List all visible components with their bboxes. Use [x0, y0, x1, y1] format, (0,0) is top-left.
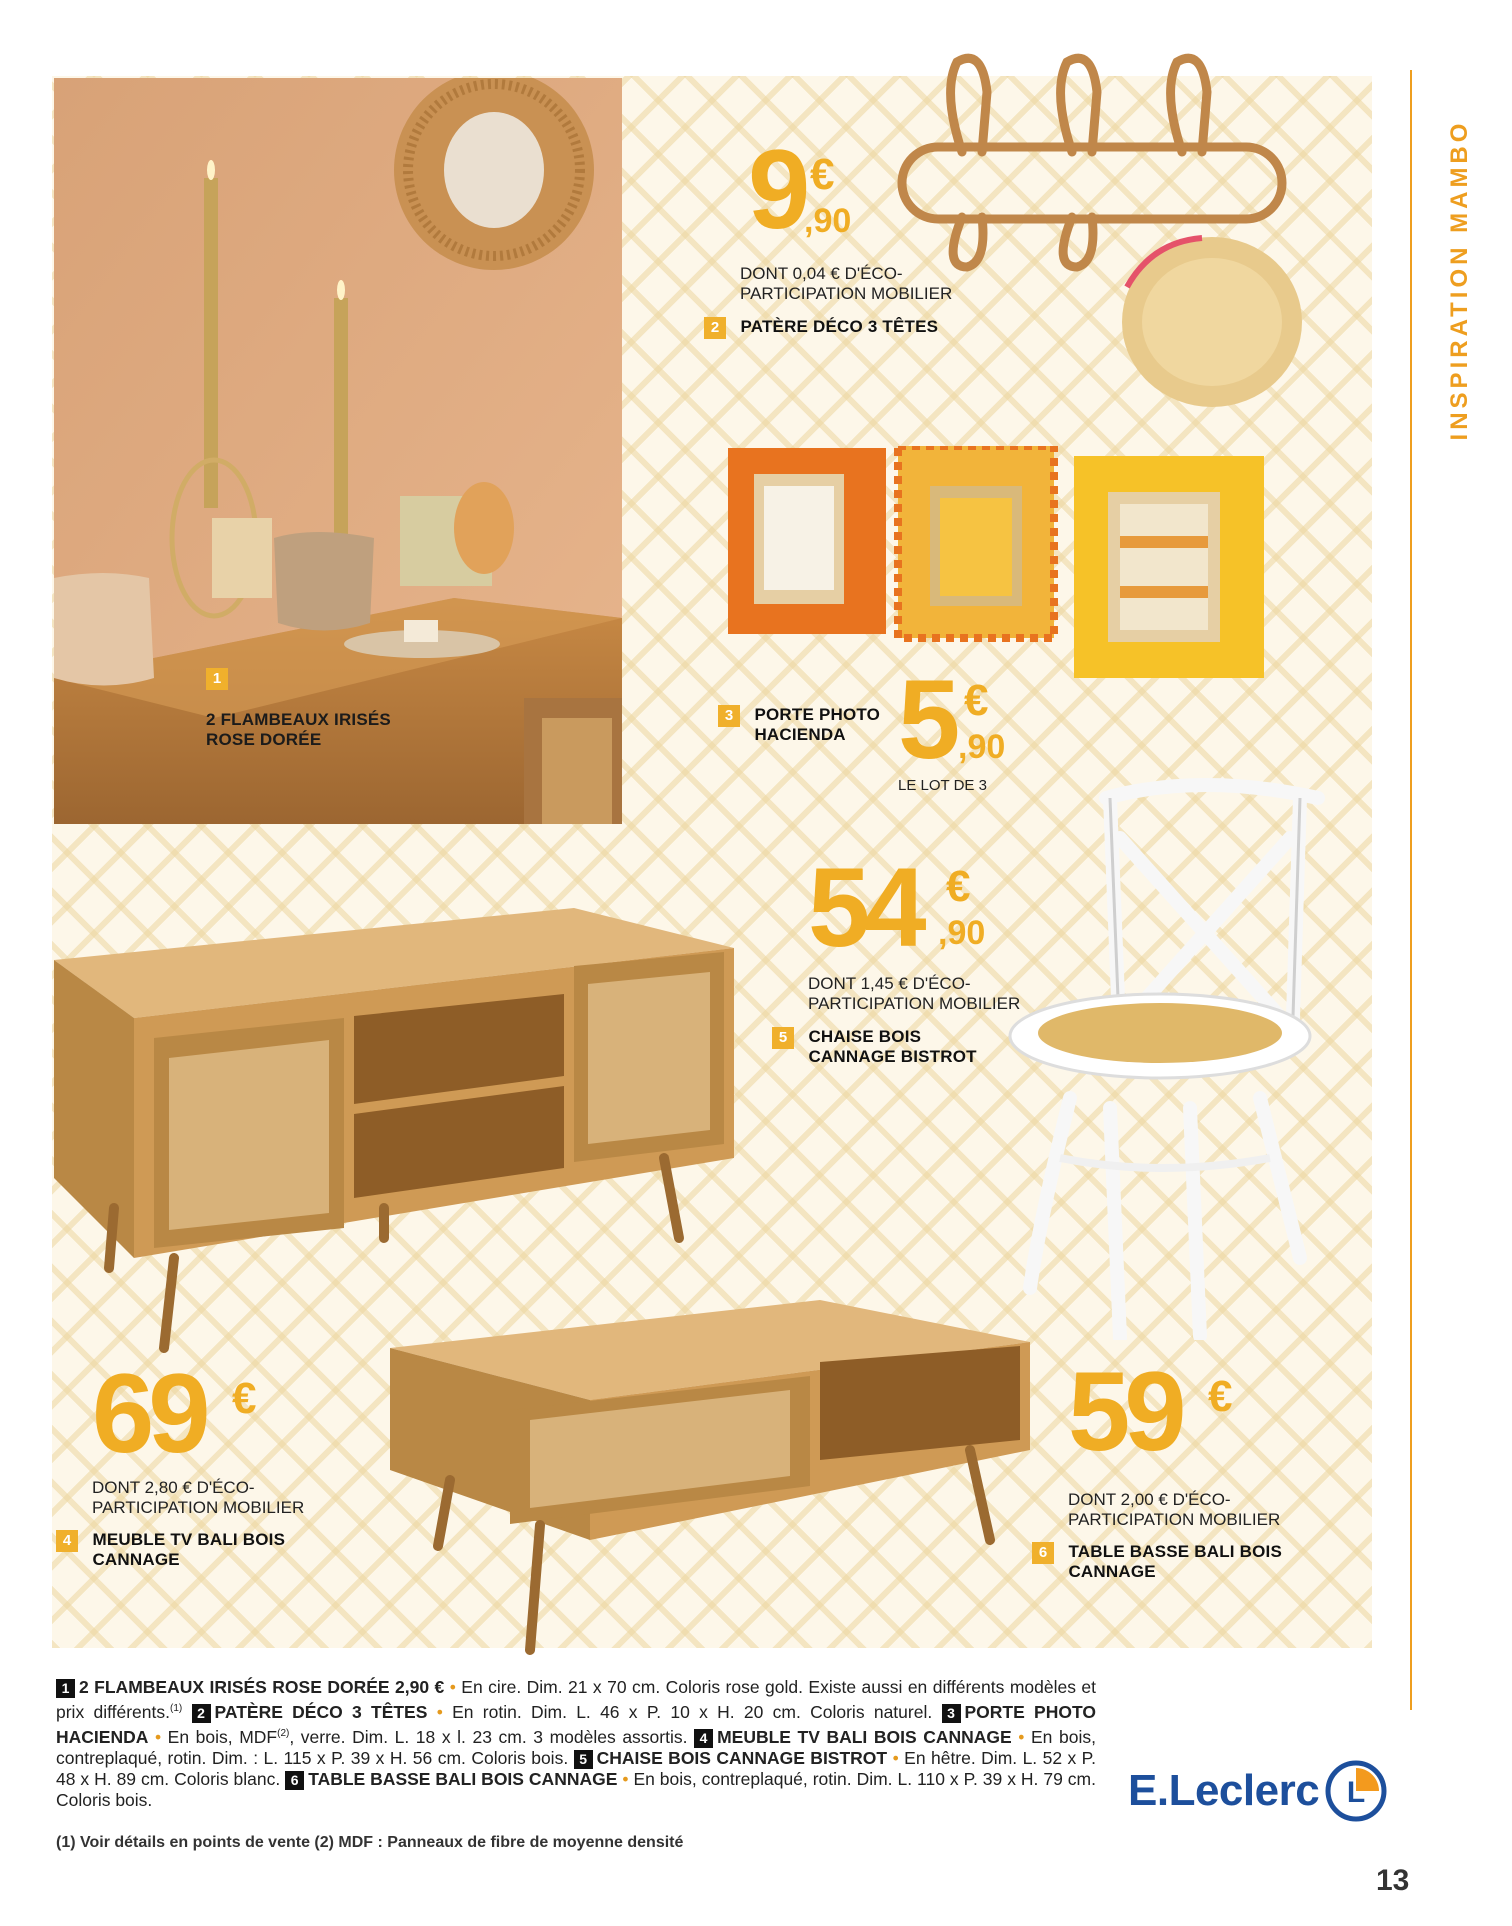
product-number-badge: 5 [772, 1027, 794, 1049]
product-name-line: CANNAGE BISTROT [808, 1047, 977, 1066]
price-cents: ,90 [804, 202, 852, 240]
product-number-badge: 3 [718, 705, 740, 727]
desc-text: En bois, MDF [167, 1726, 278, 1747]
footnote: (1) Voir détails en points de vente (2) MDF : Panneaux de fibre de moyenne densité [56, 1834, 684, 1851]
price-integer: 54 [808, 845, 921, 970]
price-cents: ,90 [938, 914, 986, 952]
price-integer: 5 [898, 657, 955, 782]
eco-line: DONT 1,45 € D'ÉCO- [808, 974, 971, 993]
price-cents: ,90 [958, 728, 1006, 766]
page-number: 13 [1376, 1864, 1410, 1897]
product-name: PATÈRE DÉCO 3 TÊTES [740, 317, 939, 336]
price-currency: € [946, 862, 971, 911]
eco-line: PARTICIPATION MOBILIER [740, 284, 953, 303]
eco-participation [1068, 1490, 1280, 1530]
desc-number-badge: 4 [694, 1729, 713, 1748]
desc-number-badge: 6 [285, 1771, 304, 1790]
desc-sup: (2) [277, 1727, 290, 1739]
product-name-line: PORTE PHOTO [754, 705, 881, 724]
price-product-6 [1068, 1349, 1268, 1474]
eco-line: PARTICIPATION MOBILIER [1068, 1510, 1281, 1529]
desc-text: , verre. Dim. L. 18 x l. 23 cm. 3 modèles assortis. [289, 1726, 688, 1747]
eco-line: PARTICIPATION MOBILIER [808, 994, 1021, 1013]
desc-number-badge: 2 [192, 1704, 211, 1723]
price-currency: € [232, 1374, 257, 1423]
tv-cabinet-photo [54, 908, 734, 1364]
price-integer: 59 [1068, 1349, 1181, 1474]
product-name-line: CANNAGE [1068, 1562, 1156, 1581]
eco-participation [92, 1478, 304, 1518]
candles-photo [54, 78, 622, 824]
product-number-badge: 2 [704, 317, 726, 339]
product-descriptions: 1 2 FLAMBEAUX IRISÉS ROSE DORÉE 2,90 € • En cire. Dim. 21 x 70 cm. Coloris rose gold. Existe aussi en différents modèles et prix différents.$^{(1)}$ 2 PATÈRE DÉCO 3 TÊTES • En rotin. Dim. L. 46 x P. 10 x H. 20 cm. Coloris naturel. 3 PORTE PHOTO HACIENDA • En bois, MDF$^{(2)}$, verre. Dim. L. 18 x l. 23 cm. 3 modèles assortis. 4 MEUBLE TV BALI BOIS CANNAGE • En bois, contreplaqué, rotin. Dim. : L. 115 x P. 39 x H. 56 cm. Coloris bois. 5 CHAISE BOIS CANNAGE BISTROT • En hêtre. Dim. L. 52 x P. 48 x H. 89 cm. Coloris blanc. 6 TABLE BASSE BALI BOIS CANNAGE • En bois, contreplaqué, rotin. Dim. L. 110 x P. 39 x H. 79 cm. Coloris bois. [56, 1677, 1097, 1810]
leclerc-emblem-icon [1325, 1760, 1387, 1822]
eco-line: DONT 0,04 € D'ÉCO- [740, 264, 903, 283]
product-name [92, 1530, 285, 1570]
side-label-text: INSPIRATION MAMBO [1446, 119, 1473, 441]
product-label-4 [56, 1530, 285, 1570]
divider-line [1410, 70, 1412, 1710]
desc-text: En cire. Dim. 21 x 70 cm. Coloris rose gold. Existe aussi en différents modèles et prix différents. [56, 1677, 1097, 1722]
product-name-line: 2 FLAMBEAUX IRISÉS [206, 710, 391, 729]
product-name-line: MEUBLE TV BALI BOIS [92, 1530, 286, 1549]
product-name-line: CANNAGE [92, 1550, 180, 1569]
product-name-line: CHAISE BOIS [808, 1027, 922, 1046]
desc-number-badge: 3 [942, 1704, 961, 1723]
eco-line: DONT 2,80 € D'ÉCO- [92, 1478, 255, 1497]
desc-sup: (1) [170, 1703, 183, 1714]
product-name-line: HACIENDA [754, 725, 846, 744]
product-name [808, 1027, 976, 1067]
desc-number-badge: 1 [56, 1679, 75, 1698]
desc-text: En bois, contreplaqué, rotin. Dim. : L. 115 x P. 39 x H. 56 cm. Coloris bois. [56, 1726, 1096, 1768]
logo-letter: L [1347, 1776, 1366, 1809]
product-name [1068, 1542, 1282, 1582]
brand-name: E.Leclerc [1128, 1766, 1320, 1815]
desc-title: PORTE PHOTO HACIENDA [56, 1701, 1096, 1747]
coffee-table-photo [390, 1300, 1040, 1660]
product-number-badge: 4 [56, 1530, 78, 1552]
price-currency: € [810, 150, 835, 199]
eco-participation [740, 264, 952, 304]
price-currency: € [1208, 1372, 1233, 1421]
price-product-5 [808, 845, 1028, 970]
desc-number-badge: 5 [574, 1750, 593, 1769]
desc-title: PATÈRE DÉCO 3 TÊTES [214, 1701, 428, 1722]
side-section-label [1440, 70, 1480, 490]
lot-note: LE LOT DE 3 [898, 777, 987, 794]
desc-title: 2 FLAMBEAUX IRISÉS ROSE DORÉE 2,90 € [79, 1677, 445, 1697]
chair-photo [1000, 778, 1330, 1340]
price-currency: € [964, 676, 989, 725]
desc-title: CHAISE BOIS CANNAGE BISTROT [596, 1747, 888, 1768]
product-label-2 [704, 317, 938, 339]
eco-participation [808, 974, 1020, 1014]
price-integer: 9 [748, 127, 805, 252]
product-name [754, 705, 880, 745]
eleclerc-logo [1128, 1760, 1387, 1822]
product-name-line: ROSE DORÉE [206, 730, 322, 749]
desc-text: En rotin. Dim. L. 46 x P. 10 x H. 20 cm. Coloris naturel. [452, 1701, 933, 1722]
product-label-3 [718, 705, 880, 745]
desc-title: MEUBLE TV BALI BOIS CANNAGE [717, 1726, 1012, 1747]
photo-frames-photo [726, 446, 1266, 682]
price-integer: 69 [92, 1351, 205, 1476]
coat-rack-photo [882, 52, 1302, 422]
product-name-line: TABLE BASSE BALI BOIS [1068, 1542, 1283, 1561]
product-number-badge: 1 [206, 668, 228, 690]
price-product-2 [748, 127, 908, 252]
eco-line: PARTICIPATION MOBILIER [92, 1498, 305, 1517]
product-number-badge: 6 [1032, 1542, 1054, 1564]
eco-line: DONT 2,00 € D'ÉCO- [1068, 1490, 1231, 1509]
price-product-3 [898, 657, 1058, 782]
product-label-5 [772, 1027, 977, 1067]
desc-text: En hêtre. Dim. L. 52 x P. 48 x H. 89 cm. Coloris blanc. [56, 1747, 1096, 1789]
price-product-4 [92, 1351, 292, 1476]
desc-text: En bois, contreplaqué, rotin. Dim. L. 110 x P. 39 x H. 79 cm. Coloris bois. [56, 1768, 1096, 1810]
desc-title: TABLE BASSE BALI BOIS CANNAGE [308, 1768, 618, 1789]
product-label-6 [1032, 1542, 1282, 1582]
product-name [206, 710, 391, 750]
